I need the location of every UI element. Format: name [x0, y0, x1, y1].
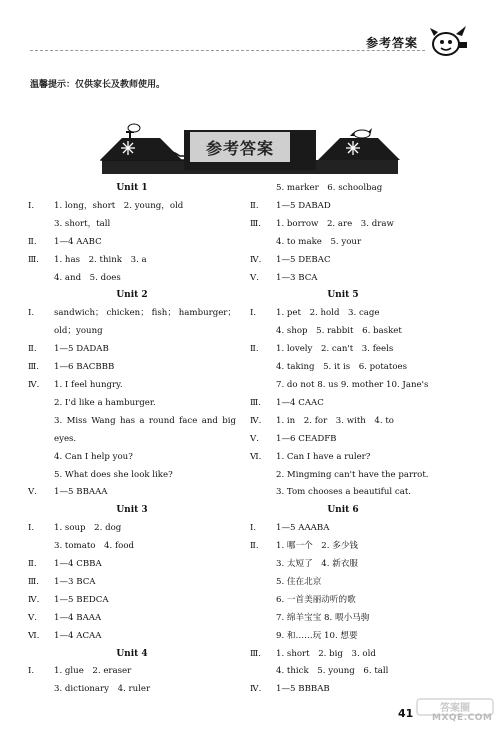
answer-text: 7. do not 8. us 9. mother 10. Jane's	[276, 379, 429, 390]
answer-text: 4. shop 5. rabbit 6. basket	[276, 326, 402, 337]
answer-text: 1—6 BACBBB	[54, 362, 115, 373]
answer-text: 1. 哪一个 2. 多少钱	[276, 541, 359, 552]
answer-text: 1—4 CAAC	[276, 397, 324, 408]
question-number: Ⅰ.	[28, 666, 35, 677]
answer-line	[250, 681, 436, 699]
answer-text: 1—4 CBBA	[54, 559, 102, 570]
answer-line	[28, 663, 236, 681]
answer-text: 1. short 2. big 3. old	[276, 648, 376, 659]
answer-line	[28, 467, 236, 485]
answer-text: 2. Mingming can't have the parrot.	[276, 469, 429, 480]
answer-text: 5. 住在北京	[276, 576, 322, 587]
answer-line	[250, 198, 436, 216]
answer-text: 1. lovely 2. can't 3. feels	[276, 344, 394, 355]
answer-line	[28, 234, 236, 252]
answer-line	[250, 538, 436, 556]
answer-line	[250, 610, 436, 628]
answer-text: sandwich； chicken； fish； hamburger；	[54, 308, 236, 319]
question-number: Ⅳ.	[250, 415, 262, 426]
answer-text: 1. borrow 2. are 3. draw	[276, 218, 394, 229]
question-number: Ⅱ.	[28, 559, 37, 570]
answer-text: 1. glue 2. eraser	[54, 666, 132, 677]
answer-line	[250, 252, 436, 270]
answer-line	[250, 574, 436, 592]
usage-notice: 温馨提示：仅供家长及教师使用。	[30, 80, 166, 90]
answer-text: 9. 和……玩 10. 想要	[276, 630, 358, 641]
question-number: Ⅰ.	[250, 308, 257, 319]
question-number: Ⅴ.	[250, 433, 259, 444]
answer-line	[28, 305, 236, 323]
answer-line	[250, 646, 436, 664]
answer-line	[28, 413, 236, 431]
answer-text: 1—5 DEBAC	[276, 254, 331, 265]
answer-line	[250, 270, 436, 288]
unit-heading: Unit 6	[327, 505, 359, 516]
question-number: Ⅴ.	[28, 612, 37, 623]
question-number: Ⅱ.	[28, 236, 37, 247]
question-number: Ⅲ.	[28, 362, 40, 373]
answers-left-column	[28, 180, 236, 699]
question-number: Ⅳ.	[250, 684, 262, 695]
answer-text: 3. 太短了 4. 新衣服	[276, 559, 359, 570]
answer-line	[28, 270, 236, 288]
question-number: Ⅲ.	[250, 397, 262, 408]
answer-line	[28, 520, 236, 538]
answer-line	[250, 359, 436, 377]
answer-text: 3. tomato 4. food	[54, 541, 135, 552]
answer-text: 1. Can I have a ruler?	[276, 451, 371, 462]
answer-text: 1—4 BAAA	[54, 612, 102, 623]
answer-line	[28, 449, 236, 467]
answer-line	[250, 377, 436, 395]
answer-text: eyes.	[54, 433, 77, 444]
answer-line	[28, 681, 236, 699]
answer-text: 4. taking 5. it is 6. potatoes	[276, 362, 408, 373]
answer-line	[250, 413, 436, 431]
page-header	[0, 0, 500, 60]
answer-line	[28, 216, 236, 234]
answer-text: 3. Tom chooses a beautiful cat.	[276, 487, 412, 498]
answer-text: 1. soup 2. dog	[54, 523, 122, 534]
answer-line	[28, 323, 236, 341]
answer-text: 2. I'd like a hamburger.	[54, 397, 156, 408]
answer-text: 1—5 BBAAA	[54, 487, 108, 498]
answer-line	[28, 574, 236, 592]
answer-line	[250, 628, 436, 646]
answer-line	[28, 610, 236, 628]
unit-heading: Unit 3	[116, 505, 148, 516]
answer-line	[28, 431, 236, 449]
question-number: Ⅴ.	[28, 487, 37, 498]
question-number: Ⅳ.	[28, 379, 40, 390]
answer-text: 1—5 BEDCA	[54, 594, 109, 605]
answer-text: 7. 绵羊宝宝 8. 喂小马驹	[276, 612, 370, 623]
answer-text: 3. Miss Wang has a round face and big	[54, 415, 236, 426]
answer-line	[250, 323, 436, 341]
question-number: Ⅱ.	[28, 344, 37, 355]
answer-text: 1. pet 2. hold 3. cage	[276, 308, 380, 319]
answer-text: 6. 一首美丽动听的歌	[276, 594, 356, 605]
unit-heading: Unit 4	[116, 648, 148, 659]
question-number: Ⅲ.	[250, 648, 262, 659]
answer-text: 1. has 2. think 3. a	[54, 254, 147, 265]
answer-line	[28, 198, 236, 216]
answer-line	[28, 556, 236, 574]
question-number: Ⅰ.	[28, 200, 35, 211]
answer-text: 1—6 CEADFB	[276, 433, 337, 444]
answer-text: 5. marker 6. schoolbag	[276, 183, 383, 193]
answer-text: 1—5 AAABA	[276, 523, 330, 534]
answer-line	[250, 305, 436, 323]
question-number: Ⅱ.	[250, 344, 259, 355]
answer-line	[28, 628, 236, 646]
answer-text: 1—3 BCA	[276, 272, 318, 283]
question-number: Ⅰ.	[28, 523, 35, 534]
answer-text: 4. Can I help you?	[54, 451, 133, 462]
svg-text:答案圈: 答案圈	[440, 703, 470, 714]
answer-line	[250, 520, 436, 538]
question-number: Ⅴ.	[250, 272, 259, 283]
answer-text: 1—4 ACAA	[54, 630, 102, 641]
answer-line	[28, 592, 236, 610]
answers-right-column	[250, 180, 436, 699]
answer-text: 1—4 AABC	[54, 236, 102, 247]
question-number: Ⅲ.	[28, 576, 40, 587]
answer-line	[250, 467, 436, 485]
answer-line	[250, 234, 436, 252]
snowflake-icon	[120, 140, 136, 156]
snowflake-icon	[345, 140, 361, 156]
question-number: Ⅲ.	[28, 254, 40, 265]
answer-line	[28, 359, 236, 377]
mascot-icon	[426, 22, 470, 58]
answer-text: 4. to make 5. your	[276, 236, 362, 247]
unit-heading: Unit 2	[116, 290, 148, 301]
question-number: Ⅱ.	[250, 200, 259, 211]
page-number: 41	[398, 707, 414, 720]
answer-line	[250, 449, 436, 467]
question-number: Ⅲ.	[250, 218, 262, 229]
answer-line	[250, 484, 436, 502]
question-number: Ⅱ.	[250, 541, 259, 552]
header-title: 参考答案	[365, 36, 418, 50]
answer-line	[250, 341, 436, 359]
answer-line	[250, 556, 436, 574]
question-number: Ⅵ.	[28, 630, 40, 641]
answer-text: 1. in 2. for 3. with 4. to	[276, 415, 394, 426]
answer-text: 4. thick 5. young 6. tall	[276, 666, 389, 677]
unit-heading: Unit 1	[116, 183, 148, 193]
answer-line	[28, 252, 236, 270]
unit-heading: Unit 5	[327, 290, 359, 301]
answer-line	[250, 180, 436, 198]
answer-text: old；young	[54, 326, 103, 337]
answer-line	[250, 216, 436, 234]
answer-line	[28, 484, 236, 502]
answer-line	[28, 395, 236, 413]
answer-text: 3. short，tall	[54, 218, 111, 229]
answer-text: 1—5 DADAB	[54, 344, 109, 355]
answer-text: 3. dictionary 4. ruler	[54, 684, 151, 695]
answer-line	[250, 431, 436, 449]
answer-text: 1—5 BBBAB	[276, 684, 330, 695]
answer-line	[28, 538, 236, 556]
watermark-text: MXQE.COM	[432, 713, 493, 723]
answer-text: 5. What does she look like?	[54, 469, 173, 480]
answer-line	[250, 395, 436, 413]
answer-text: 1. long，short 2. young，old	[54, 200, 184, 211]
answer-text: 4. and 5. does	[54, 272, 121, 283]
question-number: Ⅰ.	[28, 308, 35, 319]
answer-line	[28, 341, 236, 359]
answer-line	[28, 377, 236, 395]
answer-text: 1. I feel hungry.	[54, 379, 123, 390]
answer-line	[250, 592, 436, 610]
answer-text: 1—5 DABAD	[276, 200, 331, 211]
question-number: Ⅰ.	[250, 523, 257, 534]
question-number: Ⅳ.	[28, 594, 40, 605]
banner-title: 参考答案	[205, 138, 274, 158]
answer-line	[250, 663, 436, 681]
question-number: Ⅳ.	[250, 254, 262, 265]
answer-text: 1—3 BCA	[54, 576, 96, 587]
question-number: Ⅵ.	[250, 451, 262, 462]
